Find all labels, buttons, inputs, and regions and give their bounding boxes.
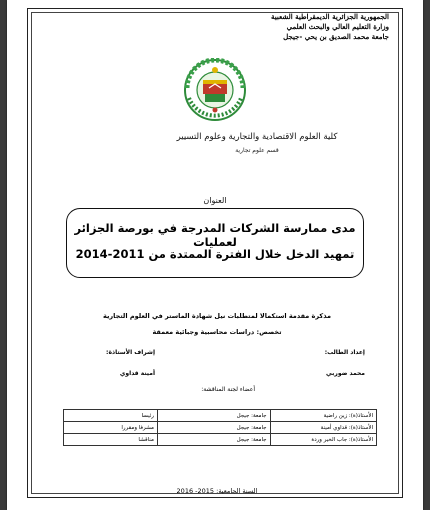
jury-member-name: الأستاذ(ة): قداوي أمينة bbox=[270, 422, 376, 434]
jury-member-university: جامعة: جيجل bbox=[157, 422, 270, 434]
table-row bbox=[64, 434, 377, 446]
jury-table bbox=[63, 409, 377, 446]
student-name: محمد ضوربي bbox=[326, 370, 365, 377]
prepared-by-label: إعداد الطالب: bbox=[324, 349, 365, 356]
header-line-ministry: وزارة التعليم العالي والبحث العلمي bbox=[286, 22, 389, 31]
supervisor-label: إشراف الأستاذة: bbox=[106, 349, 155, 356]
table-row bbox=[64, 410, 377, 422]
jury-member-university: جامعة: جيجل bbox=[157, 410, 270, 422]
jury-member-role: مناقشا bbox=[64, 434, 158, 446]
jury-label: أعضاء لجنة المناقشة: bbox=[201, 386, 255, 393]
document-page bbox=[7, 0, 423, 510]
document-header bbox=[169, 12, 389, 42]
title-line-2: تمهيد الدخل خلال الفترة الممتدة من 2011-2014 bbox=[75, 247, 355, 261]
jury-member-name: الأستاذ(ة): جاب الخير وردة bbox=[270, 434, 376, 446]
table-row bbox=[64, 422, 377, 434]
faculty-name: كلية العلوم الاقتصادية والتجارية وعلوم التسيير bbox=[176, 132, 338, 142]
header-line-republic: الجمهورية الجزائرية الديمقراطية الشعبية bbox=[270, 12, 389, 21]
header-line-university: جامعة محمد الصديق بن يحي -جيجل bbox=[283, 32, 389, 41]
supervisor-name: أمينة قداوي bbox=[119, 370, 155, 377]
jury-member-role: رئيسا bbox=[64, 410, 158, 422]
jury-member-name: الأستاذ(ة): زين راضية bbox=[270, 410, 376, 422]
academic-year: السنة الجامعية: 2015- 2016 bbox=[176, 487, 258, 495]
specialty: تخصص: دراسات محاسبية وجبائية معمقة bbox=[152, 328, 282, 336]
department-name: قسم علوم تجارية bbox=[235, 147, 279, 154]
title-box bbox=[66, 208, 364, 278]
university-emblem-icon bbox=[183, 58, 247, 122]
memo-description: مذكرة مقدمة استكمالا لمتطلبات نيل شهادة الماستر في العلوم التجارية bbox=[103, 312, 331, 320]
title-label: العنوان bbox=[203, 196, 227, 205]
jury-member-university: جامعة: جيجل bbox=[157, 434, 270, 446]
jury-member-role: مشرفا ومقررا bbox=[64, 422, 158, 434]
title-line-1: مدى ممارسة الشركات المدرجة في بورصة الجزائر لعمليات bbox=[74, 221, 356, 249]
